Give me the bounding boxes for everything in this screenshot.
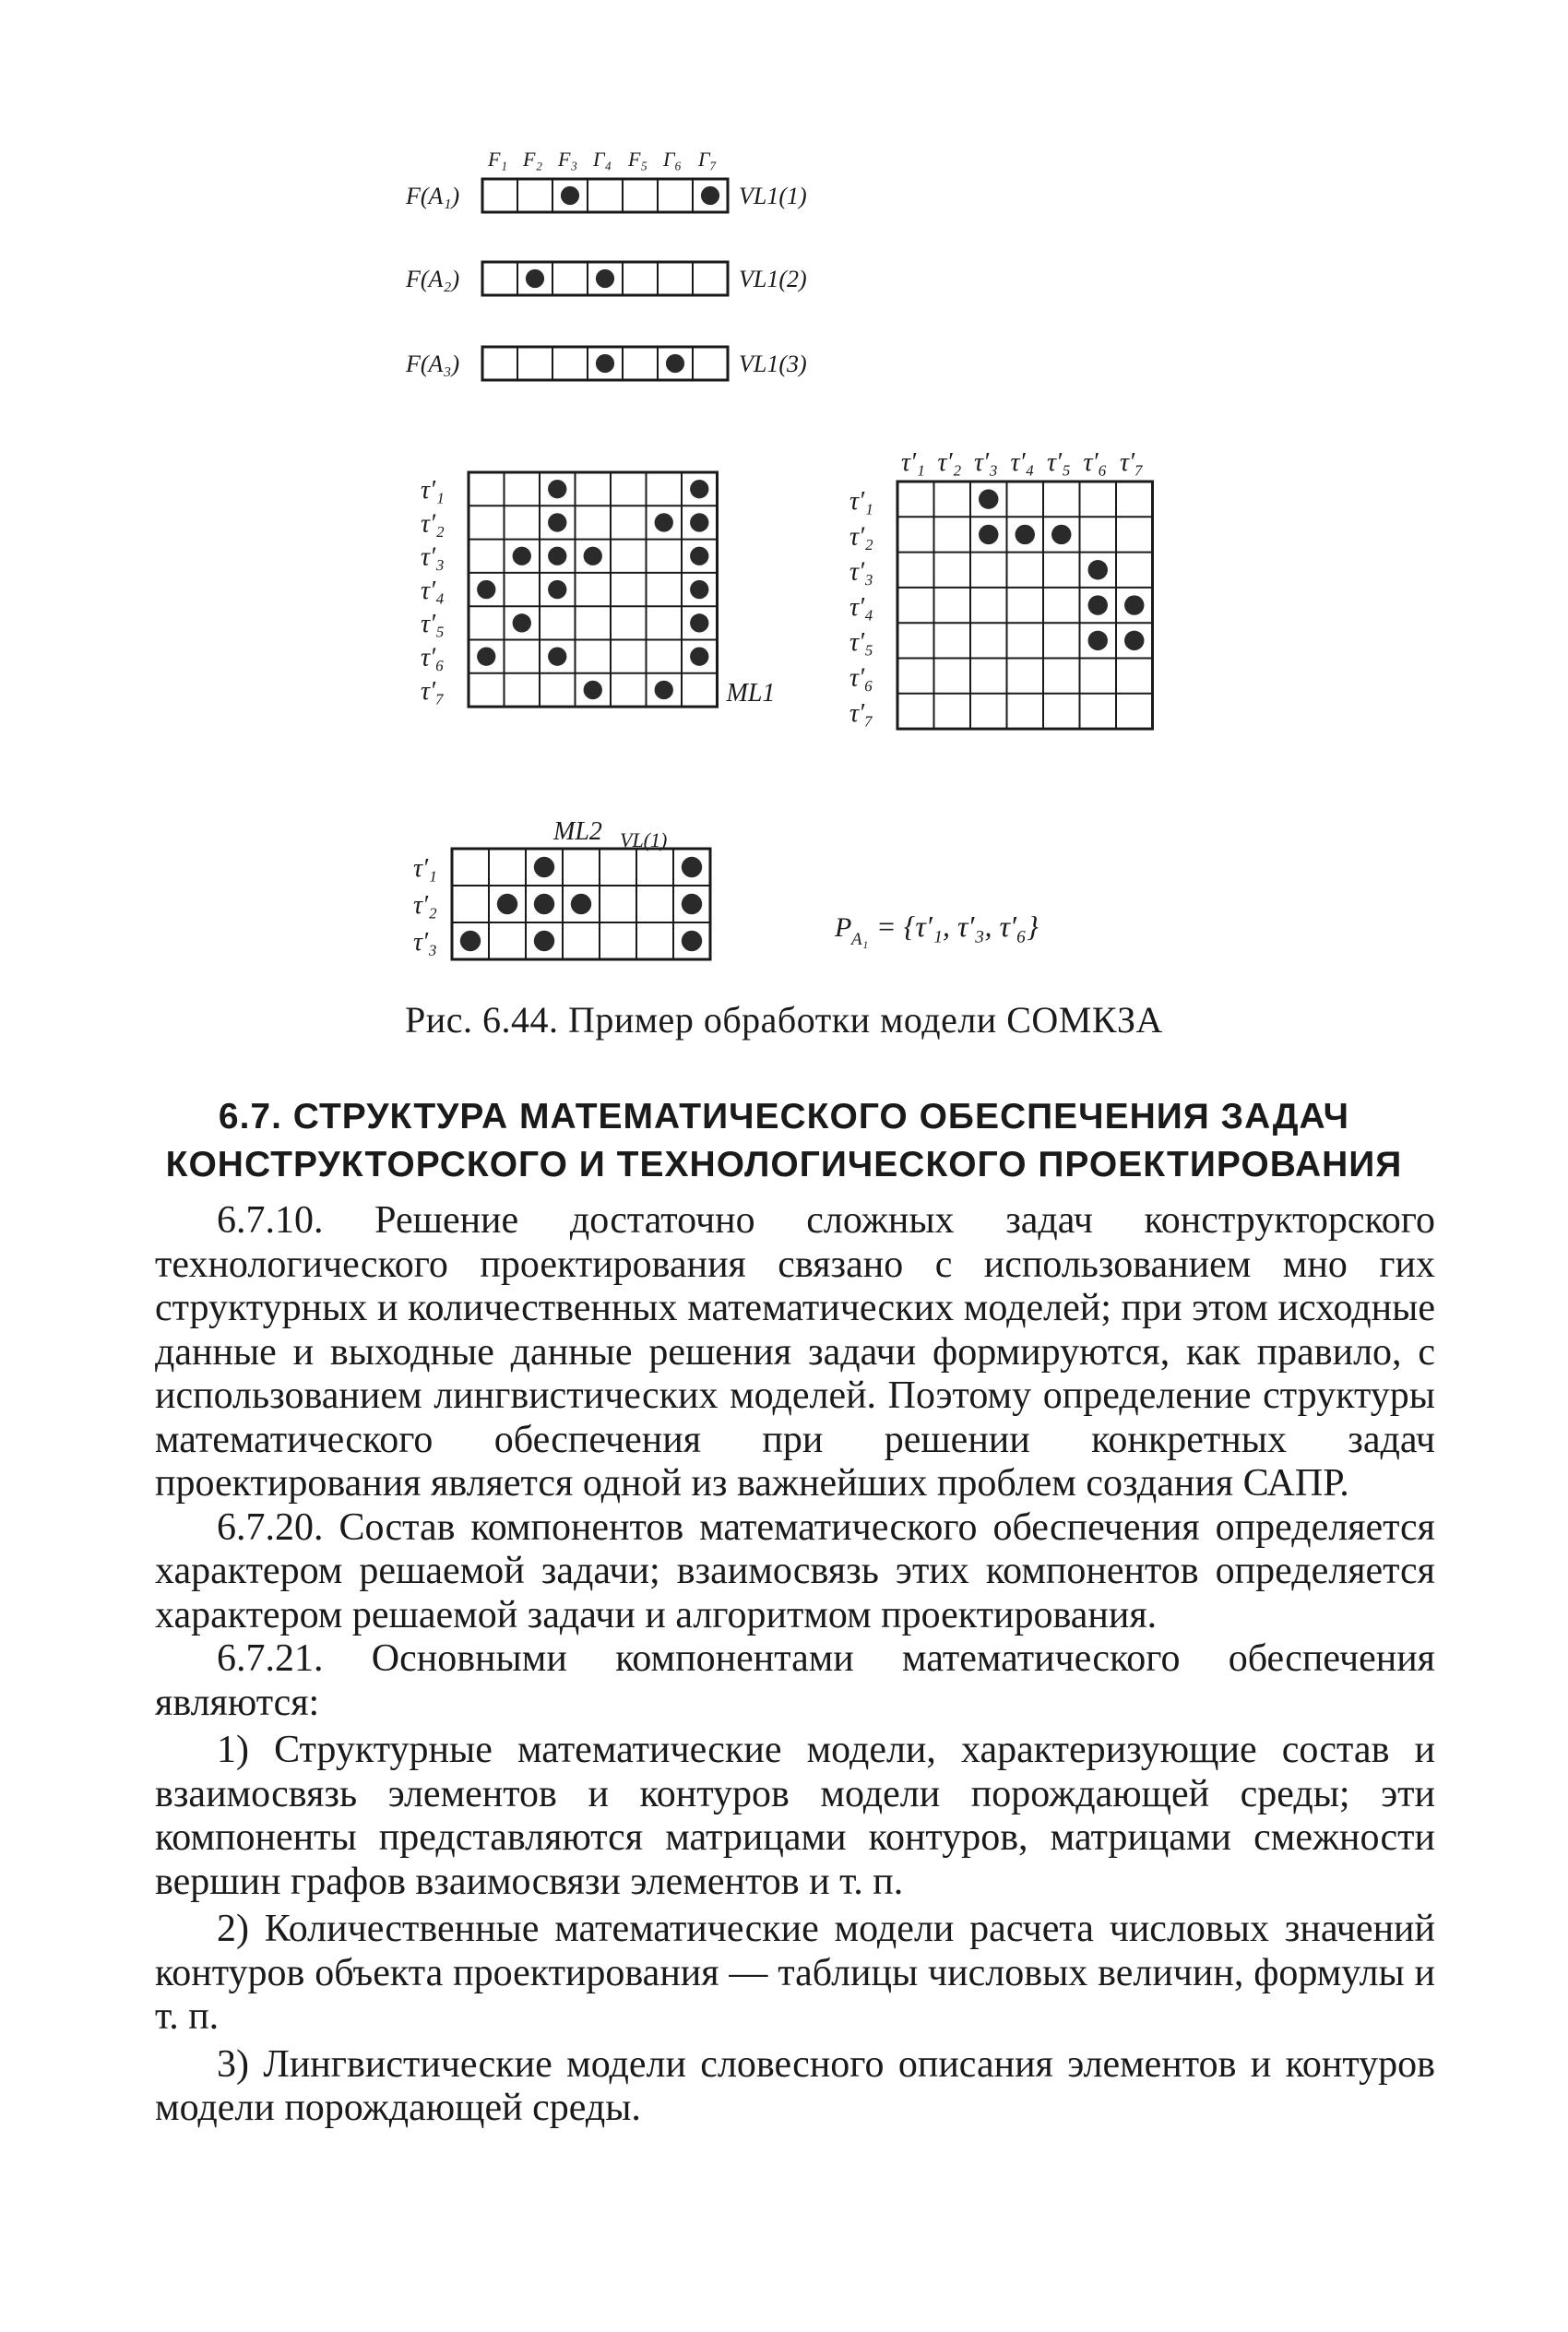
ml1-mark bbox=[690, 580, 708, 599]
vector-2-mark bbox=[526, 269, 544, 288]
ml2-mark bbox=[571, 894, 591, 914]
matrix-right-column-label: τ′₇ bbox=[1120, 448, 1144, 477]
ml1-row-label: τ′₄ bbox=[421, 576, 445, 605]
ml1-row-label: τ′₆ bbox=[421, 643, 445, 672]
section-title-line-2: КОНСТРУКТОРСКОГО И ТЕХНОЛОГИЧЕСКОГО ПРОЕКТИРОВАНИЯ bbox=[165, 1145, 1403, 1184]
vector-column-label: Γ₆ bbox=[663, 148, 683, 171]
ml1-mark bbox=[655, 681, 673, 699]
vector-right-label: VL1(3) bbox=[739, 351, 807, 377]
ml1-mark bbox=[584, 547, 602, 565]
list-item-3: 3) Лингвистические модели словесного описания элементов и контуров модели порождающей среды. bbox=[155, 2042, 1435, 2129]
matrix-right-column-label: τ′₅ bbox=[1047, 448, 1071, 477]
ml1-mark bbox=[690, 547, 708, 565]
matrix-right-row-label: τ′₃ bbox=[849, 557, 873, 587]
matrix-right-column-label: τ′₄ bbox=[1010, 448, 1035, 477]
matrix-right-row-label: τ′₂ bbox=[849, 522, 873, 552]
matrix-right-mark bbox=[1088, 631, 1108, 650]
ml1-mark bbox=[584, 681, 602, 699]
ml2-row-label: τ′₂ bbox=[413, 891, 437, 920]
ml2-label: ML2 bbox=[553, 817, 602, 846]
ml1-mark bbox=[548, 580, 566, 599]
vector-1-mark bbox=[561, 186, 579, 205]
section-title-line-1: 6.7. СТРУКТУРА МАТЕМАТИЧЕСКОГО ОБЕСПЕЧЕНИЯ ЗАДАЧ bbox=[218, 1097, 1350, 1136]
ml1-mark bbox=[690, 480, 708, 498]
vector-column-label: F₅ bbox=[628, 148, 648, 171]
ml2-row-label: τ′₁ bbox=[413, 854, 437, 883]
ml2-mark bbox=[682, 857, 702, 877]
paragraph-6-7-10: 6.7.10. Решение достаточно сложных задач конструкторского технологического проектирования связано с использованием мно гих структурных и количественных математических моделей; при этом исходные данные и выходные данные решения задачи формируются, как правило, с использованием лингвистических моделей. Поэтому определение структуры математического обеспечения при решении конкретных задач проектирования является одной из важнейших проблем создания САПР. bbox=[155, 1199, 1435, 1505]
matrix-right-mark bbox=[979, 525, 998, 544]
ml1-mark bbox=[513, 613, 531, 632]
ml1-mark bbox=[513, 547, 531, 565]
vector-column-label: Γ₄ bbox=[593, 148, 612, 171]
ml1-mark bbox=[477, 647, 495, 665]
matrix-right-column-label: τ′₃ bbox=[974, 448, 998, 477]
ml1-frame bbox=[469, 472, 718, 707]
vector-right-label: VL1(1) bbox=[739, 183, 807, 209]
ml2-mark bbox=[682, 931, 702, 951]
ml1-label: ML1 bbox=[726, 679, 776, 708]
formula-lhs: P bbox=[835, 912, 852, 943]
vector-3-mark bbox=[596, 354, 614, 373]
ml1-row-label: τ′₁ bbox=[421, 476, 445, 505]
ml2-mark bbox=[497, 894, 517, 914]
vector-column-label: F₃ bbox=[558, 148, 578, 171]
matrix-right-mark bbox=[1088, 595, 1108, 614]
ml1-mark bbox=[548, 480, 566, 498]
vector-3-mark bbox=[666, 354, 684, 373]
matrix-right-row-label: τ′₇ bbox=[849, 698, 873, 728]
ml1-mark bbox=[690, 613, 708, 632]
formula-subscript: A₁ bbox=[851, 930, 869, 949]
ml1-mark bbox=[548, 513, 566, 531]
figure-6-44 bbox=[0, 0, 1568, 996]
ml2-sub-label: VL(1) bbox=[620, 828, 668, 851]
vector-left-label: F(A₁) bbox=[406, 183, 460, 209]
ml1-row-label: τ′₅ bbox=[421, 610, 445, 639]
matrix-right-mark bbox=[1124, 631, 1144, 650]
vector-1-mark bbox=[701, 186, 719, 205]
vector-1-frame bbox=[482, 179, 728, 212]
ml1-row-label: τ′₇ bbox=[421, 676, 445, 706]
matrix-right-mark bbox=[1051, 525, 1071, 544]
list-item-1: 1) Структурные математические модели, характеризующие состав и взаимосвязь элементов и контуров модели порождающей среды; эти компоненты представляются матрицами контуров, матрицами смежности вершин графов взаимосвязи элементов и т. п. bbox=[155, 1729, 1435, 1903]
matrix-right-row-label: τ′₆ bbox=[849, 663, 873, 693]
matrix-right-mark bbox=[1016, 525, 1035, 544]
vector-2-mark bbox=[596, 269, 614, 288]
matrix-right-column-label: τ′₆ bbox=[1083, 448, 1108, 477]
matrix-right-row-label: τ′₅ bbox=[849, 628, 873, 658]
ml1-row-label: τ′₂ bbox=[421, 509, 445, 539]
section-title bbox=[157, 1093, 1411, 1189]
ml1-mark bbox=[690, 647, 708, 665]
ml1-row-label: τ′₃ bbox=[421, 542, 445, 572]
figure-caption: Рис. 6.44. Пример обработки модели СОМКЗА bbox=[405, 999, 1163, 1041]
ml1-mark bbox=[690, 513, 708, 531]
paragraph-6-7-21: 6.7.21. Основными компонентами математического обеспечения являются: bbox=[155, 1637, 1435, 1724]
matrix-right-mark bbox=[979, 489, 998, 508]
matrix-right-column-label: τ′₁ bbox=[901, 448, 925, 477]
ml2-mark bbox=[534, 857, 554, 877]
matrix-right-mark bbox=[1088, 560, 1108, 579]
vector-left-label: F(A₂) bbox=[406, 266, 460, 292]
paragraph-6-7-20: 6.7.20. Состав компонентов математического обеспечения определяется характером решаемой задачи; взаимосвязь этих компонентов определяется характером решаемой задачи и алгоритмом проектирования. bbox=[155, 1505, 1435, 1636]
vector-left-label: F(A₃) bbox=[406, 351, 460, 377]
vector-column-label: F₁ bbox=[488, 148, 508, 171]
matrix-right-frame bbox=[897, 482, 1153, 729]
ml1-mark bbox=[548, 547, 566, 565]
ml1-mark bbox=[548, 647, 566, 665]
ml2-mark bbox=[682, 894, 702, 914]
vector-right-label: VL1(2) bbox=[739, 266, 807, 292]
matrix-right-row-label: τ′₁ bbox=[849, 487, 873, 516]
ml2-mark bbox=[534, 931, 554, 951]
matrix-right-column-label: τ′₂ bbox=[937, 448, 962, 477]
formula-rhs: = {τ′₁, τ′₃, τ′₆} bbox=[876, 910, 1039, 943]
matrix-right-mark bbox=[1124, 595, 1144, 614]
vector-column-label: Γ₇ bbox=[698, 148, 718, 171]
vector-column-label: F₂ bbox=[523, 148, 543, 171]
ml1-mark bbox=[477, 580, 495, 599]
ml1-mark bbox=[655, 513, 673, 531]
ml2-mark bbox=[460, 931, 481, 951]
ml2-mark bbox=[534, 894, 554, 914]
ml2-row-label: τ′₃ bbox=[413, 928, 437, 957]
list-item-2: 2) Количественные математические модели расчета числовых значений контуров объекта проектирования — таблицы числовых величин, формулы и т. п. bbox=[155, 1908, 1435, 2038]
matrix-right-row-label: τ′₄ bbox=[849, 592, 873, 622]
body-text bbox=[155, 1199, 1435, 2131]
